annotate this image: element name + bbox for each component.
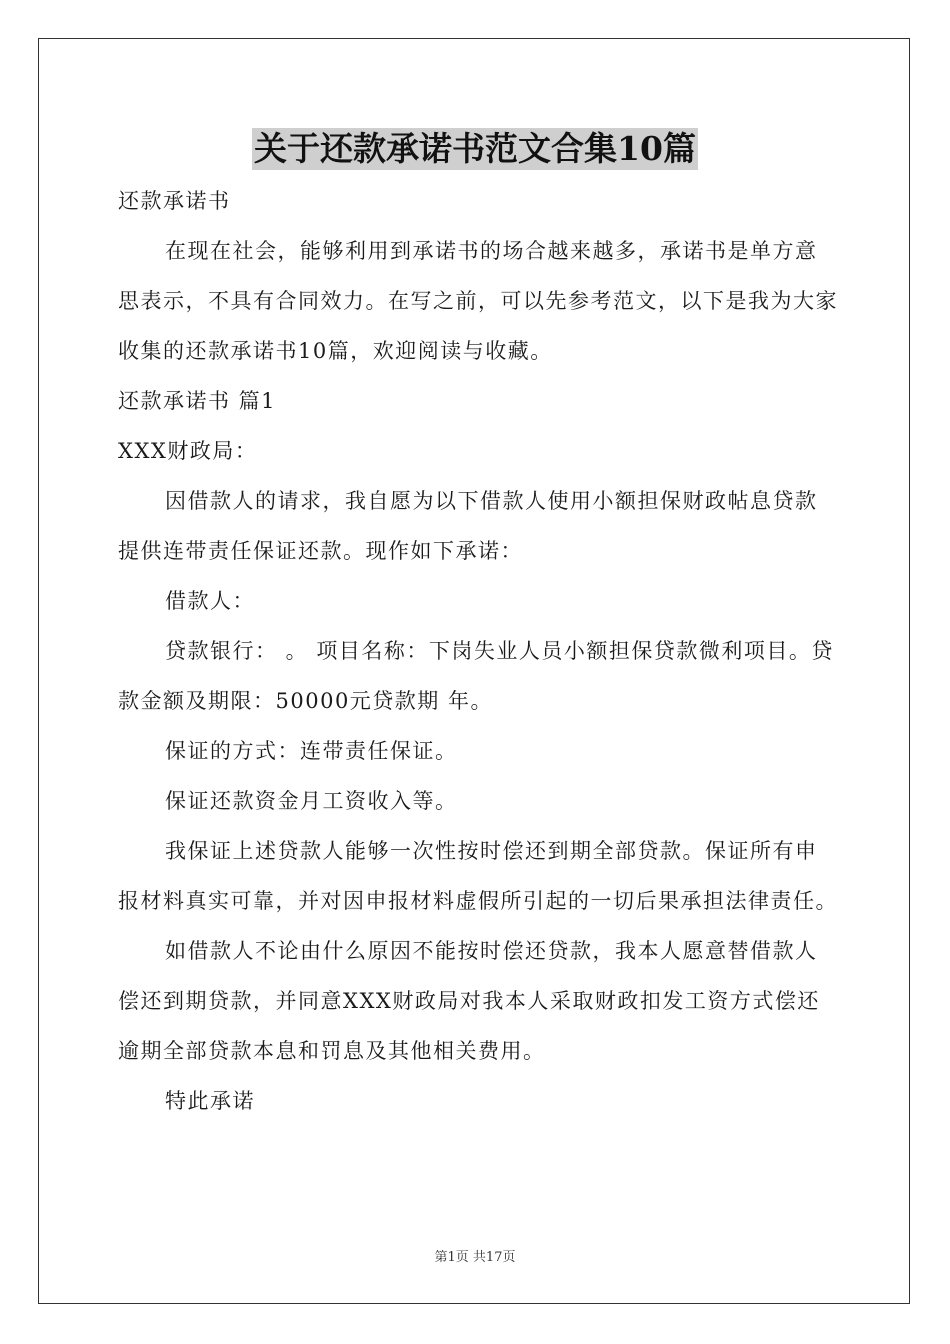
guarantee-paragraph: 我保证上述贷款人能够一次性按时偿还到期全部贷款。保证所有申报材料真实可靠，并对因申报材料虚假所引起的一切后果承担法律责任。 <box>118 839 838 913</box>
borrower-line: 借款人： <box>165 589 255 613</box>
repayment-source-line: 保证还款资金月工资收入等。 <box>165 789 458 813</box>
default-paragraph: 如借款人不论由什么原因不能按时偿还贷款，我本人愿意替借款人偿还到期贷款，并同意XXX财政局对我本人采取财政扣发工资方式偿还逾期全部贷款本息和罚息及其他相关费用。 <box>118 939 820 1063</box>
title-container <box>0 128 950 170</box>
page-footer: 第1页 共17页 <box>434 1250 516 1265</box>
addressee: XXX财政局： <box>118 439 258 463</box>
document-body <box>118 176 838 1126</box>
closing-line: 特此承诺 <box>165 1089 255 1113</box>
document-title: 关于还款承诺书范文合集10篇 <box>254 129 696 168</box>
section-heading: 还款承诺书 <box>118 189 231 213</box>
body-paragraph: 因借款人的请求，我自愿为以下借款人使用小额担保财政帖息贷款提供连带责任保证还款。现作如下承诺： <box>118 489 818 563</box>
guarantee-method-line: 保证的方式：连带责任保证。 <box>165 739 458 763</box>
section-heading-1: 还款承诺书 篇1 <box>118 389 277 413</box>
intro-paragraph: 在现在社会，能够利用到承诺书的场合越来越多，承诺书是单方意思表示，不具有合同效力。在写之前，可以先参考范文，以下是我为大家收集的还款承诺书10篇，欢迎阅读与收藏。 <box>118 239 838 363</box>
loan-details-paragraph: 贷款银行： 。 项目名称：下岗失业人员小额担保贷款微利项目。贷款金额及期限：50000元贷款期 年。 <box>118 639 834 713</box>
